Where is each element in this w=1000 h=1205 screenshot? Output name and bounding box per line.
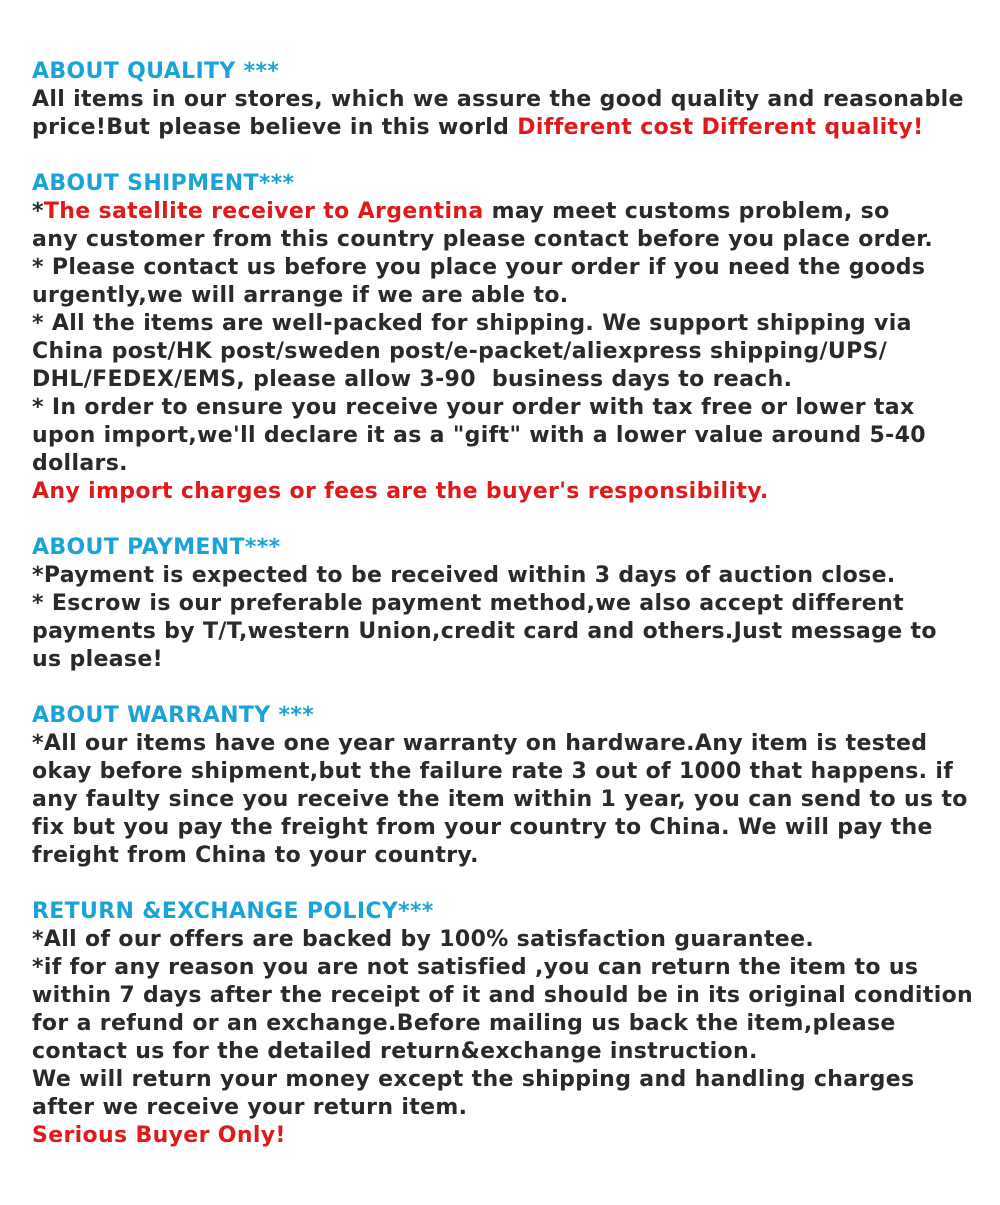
shipment-bullet: *: [32, 199, 44, 224]
quality-highlight: Different cost Different quality!: [517, 115, 924, 140]
returns-text-line: *if for any reason you are not satisfied ,you can return the item to us: [32, 955, 919, 980]
returns-text-line: We will return your money except the shipping and handling charges: [32, 1067, 915, 1092]
shipment-text-line: urgently,we will arrange if we are able to.: [32, 283, 569, 308]
payment-heading: ABOUT PAYMENT***: [32, 535, 281, 560]
warranty-text-line: fix but you pay the freight from your country to China. We will pay the: [32, 815, 933, 840]
returns-text-line: contact us for the detailed return&exchange instruction.: [32, 1039, 758, 1064]
shipment-import-charges-notice: Any import charges or fees are the buyer's responsibility.: [32, 479, 769, 504]
shipment-text-line: China post/HK post/sweden post/e-packet/aliexpress shipping/UPS/: [32, 339, 888, 364]
warranty-text-line: *All our items have one year warranty on hardware.Any item is tested: [32, 731, 928, 756]
shipment-text-line: * In order to ensure you receive your order with tax free or lower tax: [32, 395, 915, 420]
returns-text-line: for a refund or an exchange.Before mailing us back the item,please: [32, 1011, 896, 1036]
returns-text-line: *All of our offers are backed by 100% satisfaction guarantee.: [32, 927, 815, 952]
shipment-text-line: any customer from this country please contact before you place order.: [32, 227, 934, 252]
shipment-text-part: may meet customs problem, so: [483, 199, 890, 224]
warranty-text-line: any faulty since you receive the item within 1 year, you can send to us to: [32, 787, 968, 812]
shipment-text-line: upon import,we'll declare it as a "gift" with a lower value around 5-40: [32, 423, 926, 448]
payment-text-line: payments by T/T,western Union,credit card and others.Just message to: [32, 619, 937, 644]
shipment-text-line: [32, 198, 982, 226]
warranty-heading: ABOUT WARRANTY ***: [32, 703, 315, 728]
warranty-section: [32, 702, 982, 870]
warranty-text-line: freight from China to your country.: [32, 843, 479, 868]
quality-text-part: price!But please believe in this world: [32, 115, 518, 140]
shipment-text-line: dollars.: [32, 451, 128, 476]
quality-section: [32, 58, 982, 142]
serious-buyer-notice: Serious Buyer Only!: [32, 1123, 286, 1148]
returns-section: [32, 898, 982, 1150]
returns-text-line: after we receive your return item.: [32, 1095, 468, 1120]
returns-heading: RETURN &EXCHANGE POLICY***: [32, 899, 434, 924]
shipment-text-line: DHL/FEDEX/EMS, please allow 3-90 business days to reach.: [32, 367, 793, 392]
quality-text-line: All items in our stores, which we assure the good quality and reasonable: [32, 87, 964, 112]
warranty-text-line: okay before shipment,but the failure rate 3 out of 1000 that happens. if: [32, 759, 954, 784]
payment-section: [32, 534, 982, 674]
shipment-highlight: The satellite receiver to Argentina: [43, 199, 484, 224]
payment-text-line: us please!: [32, 647, 164, 672]
shipment-heading: ABOUT SHIPMENT***: [32, 171, 295, 196]
quality-text-line: [32, 114, 982, 142]
returns-text-line: within 7 days after the receipt of it and should be in its original condition: [32, 983, 974, 1008]
quality-heading: ABOUT QUALITY ***: [32, 59, 280, 84]
policy-document: [32, 58, 982, 1178]
shipment-section: [32, 170, 982, 506]
shipment-text-line: * Please contact us before you place your order if you need the goods: [32, 255, 926, 280]
payment-text-line: * Escrow is our preferable payment method,we also accept different: [32, 591, 904, 616]
shipment-text-line: * All the items are well-packed for shipping. We support shipping via: [32, 311, 912, 336]
payment-text-line: *Payment is expected to be received within 3 days of auction close.: [32, 563, 896, 588]
